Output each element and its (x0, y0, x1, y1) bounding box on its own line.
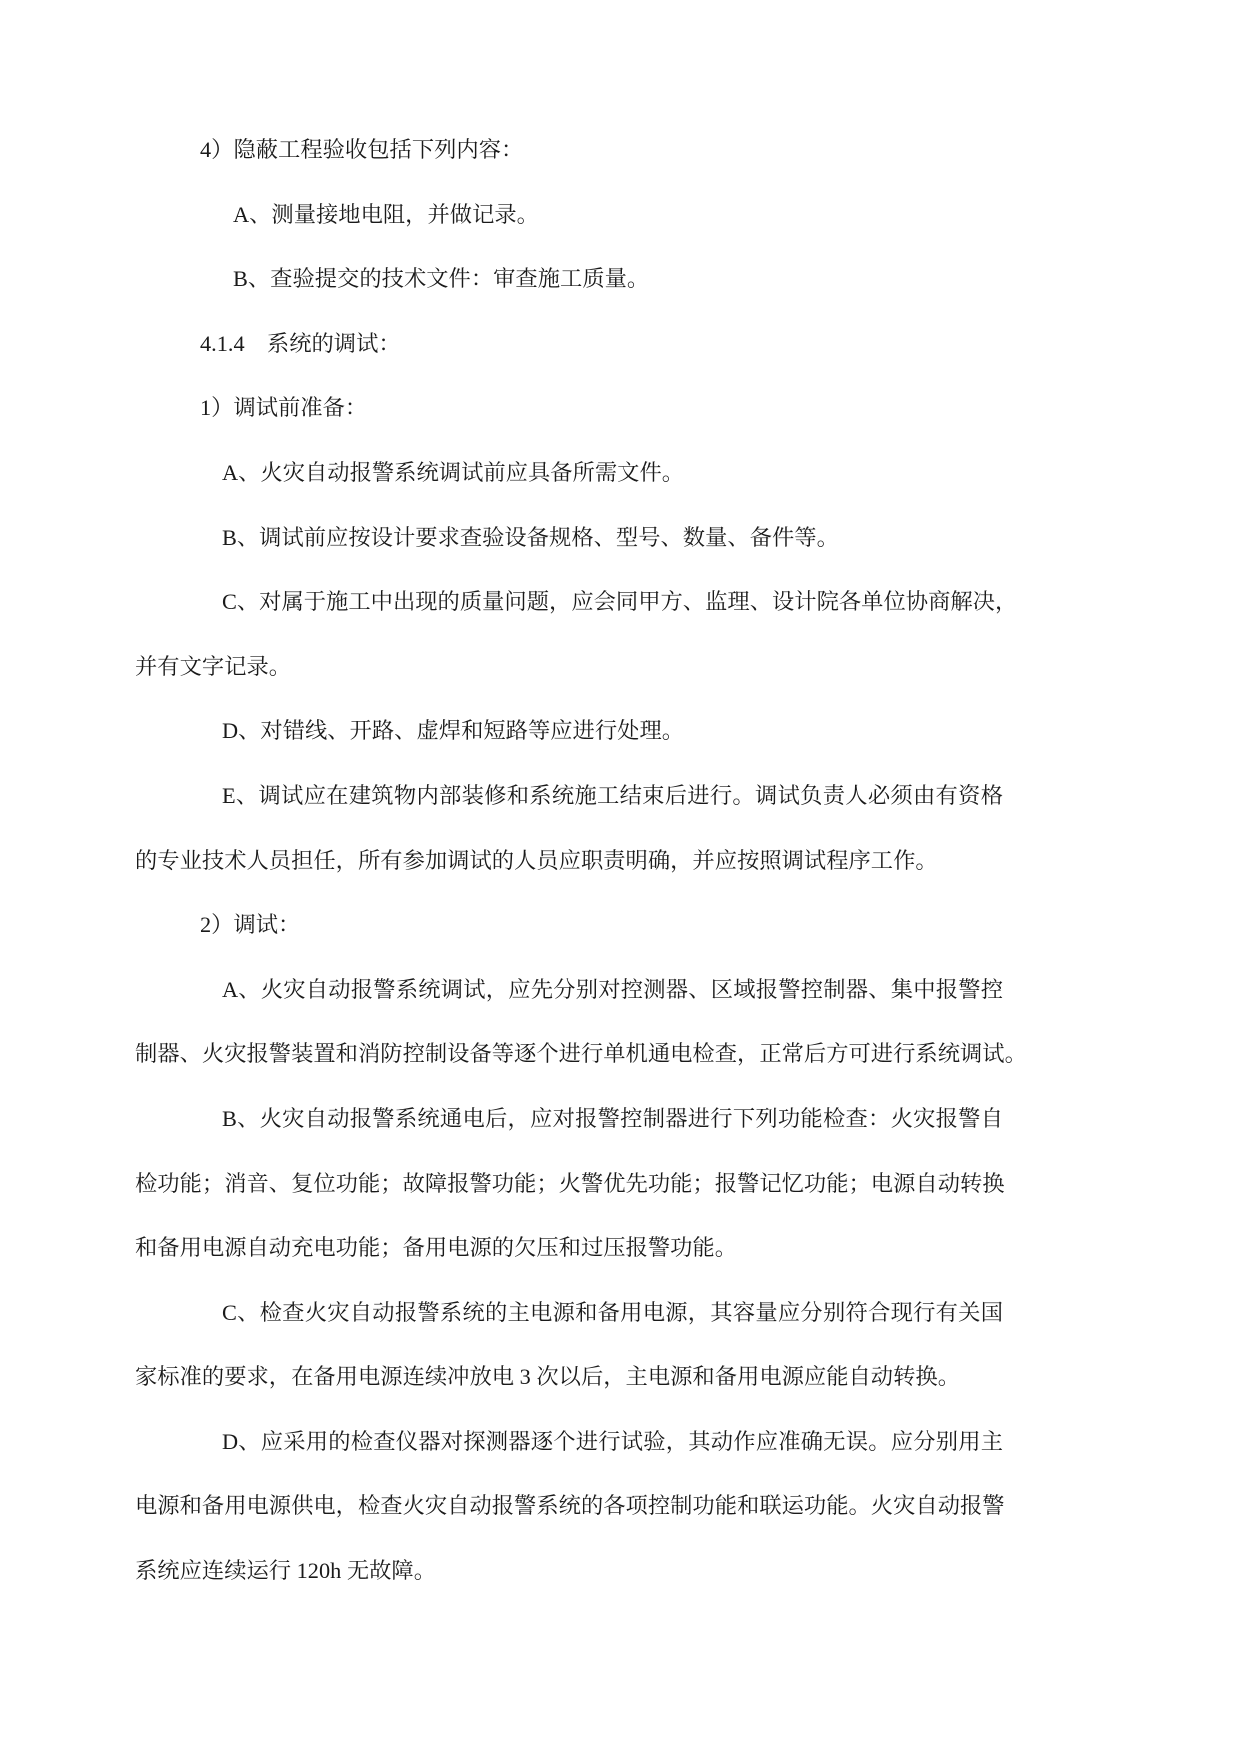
section-4-1-4-heading: 4.1.4 系统的调试： (200, 330, 401, 356)
subsection-2-point-b-continued-2: 和备用电源自动充电功能；备用电源的欠压和过压报警功能。 (135, 1235, 738, 1261)
subsection-2-point-c: C、检查火灾自动报警系统的主电源和备用电源，其容量应分别符合现行有关国 (222, 1299, 1003, 1325)
subsection-1-point-c: C、对属于施工中出现的质量问题，应会同甲方、监理、设计院各单位协商解决， (222, 589, 1018, 615)
subsection-2-point-d: D、应采用的检查仪器对探测器逐个进行试验，其动作应准确无误。应分别用主 (222, 1428, 1003, 1454)
subsection-2-point-b: B、火灾自动报警系统通电后，应对报警控制器进行下列功能检查：火灾报警自 (222, 1105, 1003, 1131)
subsection-2-point-d-continued-1: 电源和备用电源供电，检查火灾自动报警系统的各项控制功能和联运功能。火灾自动报警 (135, 1493, 1005, 1519)
item-4-heading: 4）隐蔽工程验收包括下列内容： (200, 137, 524, 162)
subsection-2-point-c-continued: 家标准的要求，在备用电源连续冲放电 3 次以后，主电源和备用电源应能自动转换。 (135, 1364, 960, 1390)
document-page (0, 118, 1241, 1604)
subsection-1-heading: 1）调试前准备： (200, 395, 368, 421)
subsection-1-point-d: D、对错线、开路、虚焊和短路等应进行处理。 (222, 718, 685, 744)
subsection-2-heading: 2）调试： (200, 912, 301, 938)
subsection-2-point-d-continued-2: 系统应连续运行 120h 无故障。 (135, 1558, 437, 1584)
item-4-point-b: B、查验提交的技术文件：审查施工质量。 (233, 266, 650, 292)
subsection-2-point-a: A、火灾自动报警系统调试，应先分别对控测器、区域报警控制器、集中报警控 (222, 976, 1003, 1002)
subsection-2-point-b-continued-1: 检功能；消音、复位功能；故障报警功能；火警优先功能；报警记忆功能；电源自动转换 (135, 1170, 1005, 1196)
item-4-point-a: A、测量接地电阻，并做记录。 (233, 201, 539, 227)
subsection-2-point-a-continued: 制器、火灾报警装置和消防控制设备等逐个进行单机通电检查，正常后方可进行系统调试。 (135, 1041, 1027, 1067)
subsection-1-point-e-continued: 的专业技术人员担任，所有参加调试的人员应职责明确，并应按照调试程序工作。 (135, 847, 938, 873)
subsection-1-point-e: E、调试应在建筑物内部装修和系统施工结束后进行。调试负责人必须由有资格 (222, 782, 1003, 808)
subsection-1-point-c-continued: 并有文字记录。 (135, 653, 292, 679)
subsection-1-point-a: A、火灾自动报警系统调试前应具备所需文件。 (222, 459, 685, 485)
subsection-1-point-b: B、调试前应按设计要求查验设备规格、型号、数量、备件等。 (222, 524, 839, 550)
